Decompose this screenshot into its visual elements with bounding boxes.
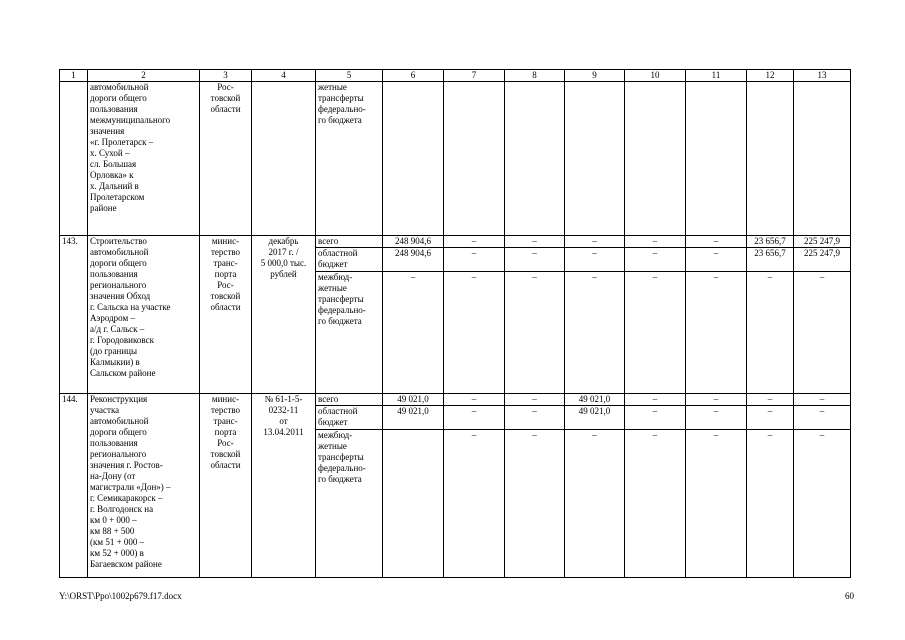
value-cell: 248 904,6 xyxy=(383,236,444,248)
value-cell: – xyxy=(505,406,565,430)
value-cell: – xyxy=(686,394,747,406)
col-header: 9 xyxy=(565,70,625,82)
column-number-row xyxy=(60,70,851,82)
value-cell: – xyxy=(444,394,505,406)
funding-source: областной бюджет xyxy=(316,248,383,272)
row-number xyxy=(60,82,88,236)
col-header: 13 xyxy=(794,70,851,82)
object-name: автомобильной дороги общего пользования межмуниципального значения «г. Пролетарск – х. Сухой – сл. Большая Орловка» к х. Дальний в Пролетарском районе xyxy=(88,82,200,236)
col-header: 4 xyxy=(252,70,316,82)
funding-source: всего xyxy=(316,394,383,406)
value-cell: – xyxy=(625,272,686,394)
table-row-144 xyxy=(60,394,851,406)
value-cell: – xyxy=(794,272,851,394)
value-cell: – xyxy=(686,430,747,578)
table-row-continuation xyxy=(60,82,851,236)
file-path: Y:\ORST\Ppo\1002p679.f17.docx xyxy=(59,591,182,601)
object-name: Строительство автомобильной дороги общего пользования регионального значения Обход г. Сальска на участке Аэродром – а/д г. Сальск – г. Городовиковск (до границы Калмыкии) в Сальском районе xyxy=(88,236,200,394)
document: № 61-1-5- 0232-11 от 13.04.2011 xyxy=(252,394,316,578)
value-cell: – xyxy=(747,406,794,430)
value-cell: – xyxy=(747,430,794,578)
col-header: 1 xyxy=(60,70,88,82)
row-number: 144. xyxy=(60,394,88,578)
value-cell: 49 021,0 xyxy=(565,406,625,430)
value-cell: – xyxy=(505,272,565,394)
col-header: 11 xyxy=(686,70,747,82)
value-cell: – xyxy=(444,248,505,272)
value-cell: 49 021,0 xyxy=(565,394,625,406)
value-cell: – xyxy=(444,430,505,578)
value-cell: – xyxy=(625,406,686,430)
value-cell: – xyxy=(686,406,747,430)
value-cell: – xyxy=(383,272,444,394)
value-cell: – xyxy=(444,272,505,394)
funding-source: областной бюджет xyxy=(316,406,383,430)
value-cell: – xyxy=(505,248,565,272)
customer: Рос- товской области xyxy=(200,82,252,236)
value-cell: – xyxy=(565,236,625,248)
value-cell: – xyxy=(625,394,686,406)
value-cell: – xyxy=(794,430,851,578)
customer: минис- терство транс- порта Рос- товской области xyxy=(200,236,252,394)
customer: минис- терство транс- порта Рос- товской области xyxy=(200,394,252,578)
object-name: Реконструкция участка автомобильной дороги общего пользования регионального значения г. Ростов- на-Дону (от магистрали «Дон») – г. Семикаракорск – г. Волгодонск на км 0 + 000 – км 88 + 500 (км 51 + 000 – км 52 + 000) в Багаевском районе xyxy=(88,394,200,578)
value-cell: – xyxy=(505,236,565,248)
value-cell: – xyxy=(794,406,851,430)
value-cell: 225 247,9 xyxy=(794,248,851,272)
value-cell: 49 021,0 xyxy=(383,406,444,430)
value-cell: 248 904,6 xyxy=(383,248,444,272)
value-cell: – xyxy=(747,394,794,406)
value-cell: 225 247,9 xyxy=(794,236,851,248)
value-cell: – xyxy=(625,248,686,272)
value-cell: – xyxy=(444,406,505,430)
funding-source: всего xyxy=(316,236,383,248)
funding-source: жетные трансферты федерально- го бюджета xyxy=(316,82,383,236)
value-cell: 49 021,0 xyxy=(383,394,444,406)
col-header: 6 xyxy=(383,70,444,82)
value-cell: – xyxy=(444,236,505,248)
document xyxy=(252,82,316,236)
col-header: 12 xyxy=(747,70,794,82)
value-cell: – xyxy=(565,248,625,272)
value-cell: – xyxy=(686,272,747,394)
col-header: 7 xyxy=(444,70,505,82)
funding-source: межбюд- жетные трансферты федерально- го бюджета xyxy=(316,272,383,394)
value-cell: – xyxy=(686,248,747,272)
value-cell: 23 656,7 xyxy=(747,236,794,248)
value-cell: 23 656,7 xyxy=(747,248,794,272)
col-header: 8 xyxy=(505,70,565,82)
budget-table xyxy=(59,69,851,578)
col-header: 2 xyxy=(88,70,200,82)
funding-source: межбюд- жетные трансферты федерально- го бюджета xyxy=(316,430,383,578)
value-cell: – xyxy=(565,272,625,394)
col-header: 10 xyxy=(625,70,686,82)
value-cell: – xyxy=(625,430,686,578)
value-cell: – xyxy=(505,394,565,406)
value-cell: – xyxy=(794,394,851,406)
col-header: 5 xyxy=(316,70,383,82)
value-cell: – xyxy=(747,272,794,394)
table-row-143 xyxy=(60,236,851,248)
page-number: 60 xyxy=(845,591,854,601)
value-cell: – xyxy=(565,430,625,578)
value-cell xyxy=(383,430,444,578)
value-cell: – xyxy=(505,430,565,578)
row-number: 143. xyxy=(60,236,88,394)
document: декабрь 2017 г. / 5 000,0 тыс. рублей xyxy=(252,236,316,394)
value-cell: – xyxy=(686,236,747,248)
col-header: 3 xyxy=(200,70,252,82)
value-cell: – xyxy=(625,236,686,248)
